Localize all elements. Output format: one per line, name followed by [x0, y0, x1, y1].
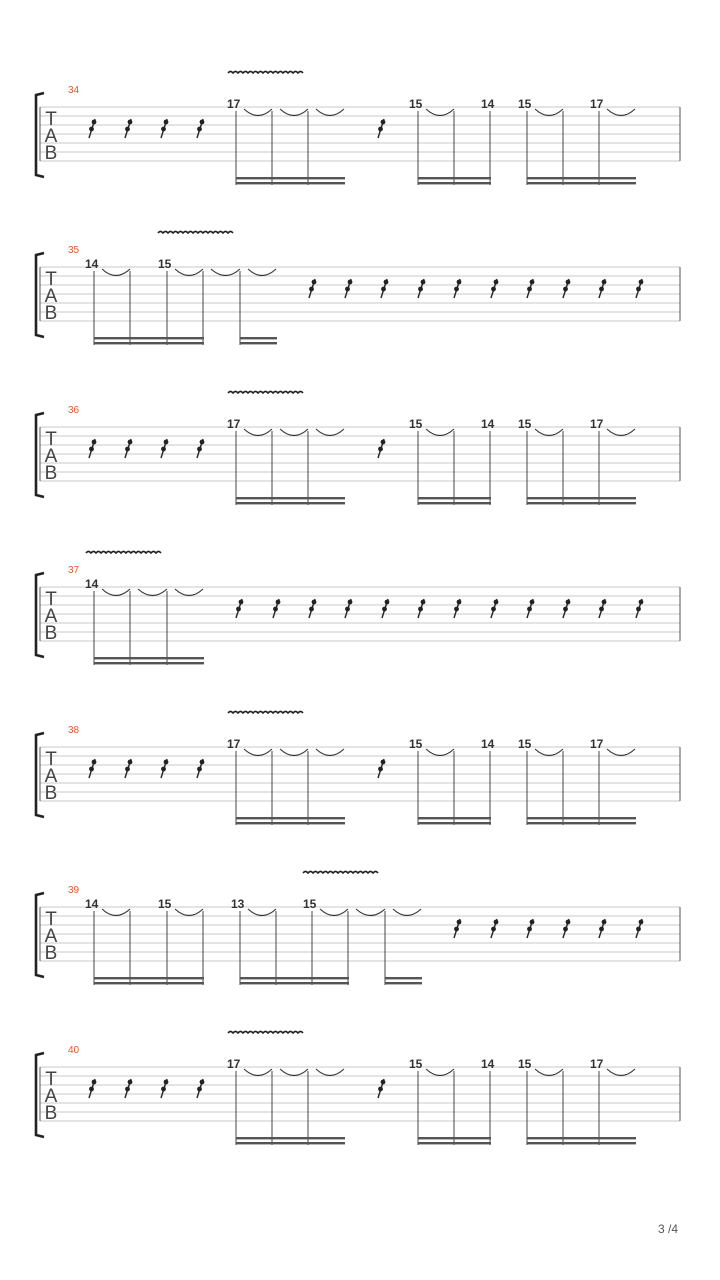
sixteenth-rest-icon — [89, 759, 96, 778]
beam — [418, 177, 491, 179]
sixteenth-rest-icon — [563, 279, 570, 298]
tab-clef-letter: T — [45, 1069, 57, 1090]
tab-system — [36, 551, 680, 665]
tie-slur — [426, 1069, 454, 1076]
tab-clef-letter: A — [44, 126, 58, 147]
measure-number: 35 — [68, 245, 80, 256]
tie-slur — [426, 109, 454, 116]
beam — [240, 977, 349, 979]
tab-clef-letter: B — [44, 463, 58, 484]
sixteenth-rest-icon — [236, 599, 243, 618]
tie-slur — [102, 909, 130, 916]
beam — [94, 342, 204, 344]
tab-system — [36, 231, 680, 345]
tie-slur — [316, 109, 344, 116]
tab-clef-letter: B — [44, 943, 58, 964]
fret-number: 17 — [227, 417, 241, 431]
fret-number: 17 — [227, 1057, 241, 1071]
beam — [385, 977, 422, 979]
tie-slur — [244, 109, 272, 116]
beam — [418, 497, 491, 499]
tie-slur — [175, 269, 203, 276]
sixteenth-rest-icon — [89, 439, 96, 458]
beam — [418, 817, 491, 819]
fret-number: 14 — [85, 577, 99, 591]
tie-slur — [316, 1069, 344, 1076]
tie-slur — [138, 589, 167, 596]
tie-slur — [102, 269, 130, 276]
tie-slur — [248, 909, 276, 916]
tie-slur — [211, 269, 240, 276]
beam — [418, 502, 491, 504]
beam — [240, 982, 349, 984]
tab-system — [36, 391, 680, 505]
tie-slur — [244, 1069, 272, 1076]
sixteenth-rest-icon — [418, 279, 425, 298]
beam — [236, 1137, 345, 1139]
fret-number: 14 — [85, 257, 99, 271]
sixteenth-rest-icon — [381, 279, 388, 298]
tab-system — [36, 871, 680, 985]
tab-clef-letter: A — [44, 286, 58, 307]
tie-slur — [607, 749, 635, 756]
tie-slur — [280, 429, 308, 436]
beam — [385, 982, 422, 984]
sixteenth-rest-icon — [636, 919, 643, 938]
sixteenth-rest-icon — [309, 279, 316, 298]
measure-number: 40 — [68, 1045, 80, 1056]
beam — [527, 1142, 636, 1144]
beam — [236, 502, 345, 504]
fret-number: 14 — [481, 97, 495, 111]
tie-slur — [356, 909, 385, 916]
tie-slur — [535, 429, 563, 436]
vibrato-icon — [228, 391, 303, 393]
sixteenth-rest-icon — [273, 599, 280, 618]
tab-clef-letter: A — [44, 926, 58, 947]
beam — [527, 817, 636, 819]
tie-slur — [426, 429, 454, 436]
beam — [236, 497, 345, 499]
fret-number: 15 — [303, 897, 317, 911]
fret-number: 15 — [409, 417, 423, 431]
tab-clef-letter: T — [45, 909, 57, 930]
beam — [527, 182, 636, 184]
sixteenth-rest-icon — [161, 759, 168, 778]
beam — [94, 657, 204, 659]
tab-clef-letter: T — [45, 429, 57, 450]
sixteenth-rest-icon — [599, 279, 606, 298]
beam — [236, 822, 345, 824]
fret-number: 17 — [590, 417, 604, 431]
fret-number: 15 — [158, 897, 172, 911]
beam — [527, 497, 636, 499]
sixteenth-rest-icon — [125, 1079, 132, 1098]
beam — [527, 502, 636, 504]
tie-slur — [393, 909, 421, 916]
sixteenth-rest-icon — [378, 1079, 385, 1098]
sixteenth-rest-icon — [197, 1079, 204, 1098]
sixteenth-rest-icon — [378, 759, 385, 778]
tab-clef-letter: B — [44, 783, 58, 804]
tie-slur — [248, 269, 276, 276]
sixteenth-rest-icon — [161, 1079, 168, 1098]
tab-clef-letter: T — [45, 269, 57, 290]
fret-number: 14 — [481, 737, 495, 751]
tie-slur — [607, 1069, 635, 1076]
sixteenth-rest-icon — [491, 599, 498, 618]
sixteenth-rest-icon — [454, 919, 461, 938]
tie-slur — [280, 1069, 308, 1076]
tab-clef-letter: A — [44, 1086, 58, 1107]
sixteenth-rest-icon — [197, 759, 204, 778]
tab-clef-letter: B — [44, 303, 58, 324]
vibrato-icon — [158, 231, 233, 233]
sixteenth-rest-icon — [636, 279, 643, 298]
measure-number: 39 — [68, 885, 80, 896]
sixteenth-rest-icon — [197, 439, 204, 458]
fret-number: 17 — [590, 737, 604, 751]
beam — [418, 1137, 491, 1139]
sixteenth-rest-icon — [125, 759, 132, 778]
tie-slur — [316, 749, 344, 756]
beam — [94, 977, 204, 979]
measure-number: 38 — [68, 725, 80, 736]
fret-number: 15 — [518, 1057, 532, 1071]
fret-number: 15 — [409, 1057, 423, 1071]
tie-slur — [280, 109, 308, 116]
tie-slur — [535, 109, 563, 116]
sixteenth-rest-icon — [197, 119, 204, 138]
beam — [94, 982, 204, 984]
tab-clef-letter: B — [44, 623, 58, 644]
beam — [236, 1142, 345, 1144]
vibrato-icon — [303, 871, 378, 873]
sixteenth-rest-icon — [563, 919, 570, 938]
sixteenth-rest-icon — [527, 279, 534, 298]
sixteenth-rest-icon — [378, 439, 385, 458]
beam — [240, 337, 277, 339]
sixteenth-rest-icon — [599, 919, 606, 938]
page-number: 3 /4 — [657, 1222, 678, 1236]
fret-number: 15 — [409, 737, 423, 751]
fret-number: 15 — [518, 417, 532, 431]
tab-clef-letter: T — [45, 589, 57, 610]
tab-clef-letter: A — [44, 446, 58, 467]
tab-clef-letter: T — [45, 109, 57, 130]
sixteenth-rest-icon — [378, 119, 385, 138]
tab-clef-letter: B — [44, 143, 58, 164]
sixteenth-rest-icon — [125, 119, 132, 138]
sixteenth-rest-icon — [418, 599, 425, 618]
tie-slur — [316, 429, 344, 436]
fret-number: 14 — [85, 897, 99, 911]
measure-number: 37 — [68, 565, 80, 576]
tie-slur — [175, 589, 203, 596]
sixteenth-rest-icon — [309, 599, 316, 618]
sixteenth-rest-icon — [454, 279, 461, 298]
fret-number: 15 — [518, 737, 532, 751]
tie-slur — [175, 909, 203, 916]
beam — [527, 1137, 636, 1139]
tab-system — [36, 711, 680, 825]
tie-slur — [535, 1069, 563, 1076]
tie-slur — [426, 749, 454, 756]
fret-number: 17 — [227, 737, 241, 751]
fret-number: 15 — [158, 257, 172, 271]
beam — [418, 822, 491, 824]
fret-number: 17 — [590, 97, 604, 111]
sixteenth-rest-icon — [527, 599, 534, 618]
sixteenth-rest-icon — [89, 1079, 96, 1098]
tie-slur — [244, 749, 272, 756]
tie-slur — [535, 749, 563, 756]
sixteenth-rest-icon — [382, 599, 389, 618]
beam — [236, 817, 345, 819]
beam — [527, 177, 636, 179]
tie-slur — [607, 109, 635, 116]
beam — [418, 1142, 491, 1144]
measure-number: 36 — [68, 405, 80, 416]
tab-clef-letter: A — [44, 606, 58, 627]
tie-slur — [607, 429, 635, 436]
tab-system — [36, 1031, 680, 1145]
sixteenth-rest-icon — [345, 279, 352, 298]
vibrato-icon — [86, 551, 161, 553]
beam — [94, 337, 204, 339]
fret-number: 17 — [590, 1057, 604, 1071]
sixteenth-rest-icon — [454, 599, 461, 618]
sixteenth-rest-icon — [491, 919, 498, 938]
sixteenth-rest-icon — [89, 119, 96, 138]
tie-slur — [320, 909, 348, 916]
beam — [236, 177, 345, 179]
fret-number: 14 — [481, 417, 495, 431]
vibrato-icon — [228, 71, 303, 73]
sixteenth-rest-icon — [345, 599, 352, 618]
tie-slur — [244, 429, 272, 436]
fret-number: 15 — [518, 97, 532, 111]
fret-number: 13 — [231, 897, 245, 911]
sixteenth-rest-icon — [491, 279, 498, 298]
beam — [94, 662, 204, 664]
sixteenth-rest-icon — [125, 439, 132, 458]
beam — [236, 182, 345, 184]
tab-clef-letter: B — [44, 1103, 58, 1124]
beam — [527, 822, 636, 824]
beam — [418, 182, 491, 184]
fret-number: 15 — [409, 97, 423, 111]
sixteenth-rest-icon — [161, 439, 168, 458]
beam — [240, 342, 277, 344]
tab-system — [36, 71, 680, 185]
tie-slur — [102, 589, 130, 596]
tie-slur — [280, 749, 308, 756]
vibrato-icon — [228, 711, 303, 713]
tab-clef-letter: T — [45, 749, 57, 770]
sixteenth-rest-icon — [563, 599, 570, 618]
sixteenth-rest-icon — [636, 599, 643, 618]
measure-number: 34 — [68, 85, 80, 96]
fret-number: 14 — [481, 1057, 495, 1071]
sixteenth-rest-icon — [527, 919, 534, 938]
sixteenth-rest-icon — [599, 599, 606, 618]
vibrato-icon — [228, 1031, 303, 1033]
fret-number: 17 — [227, 97, 241, 111]
sixteenth-rest-icon — [161, 119, 168, 138]
tab-clef-letter: A — [44, 766, 58, 787]
